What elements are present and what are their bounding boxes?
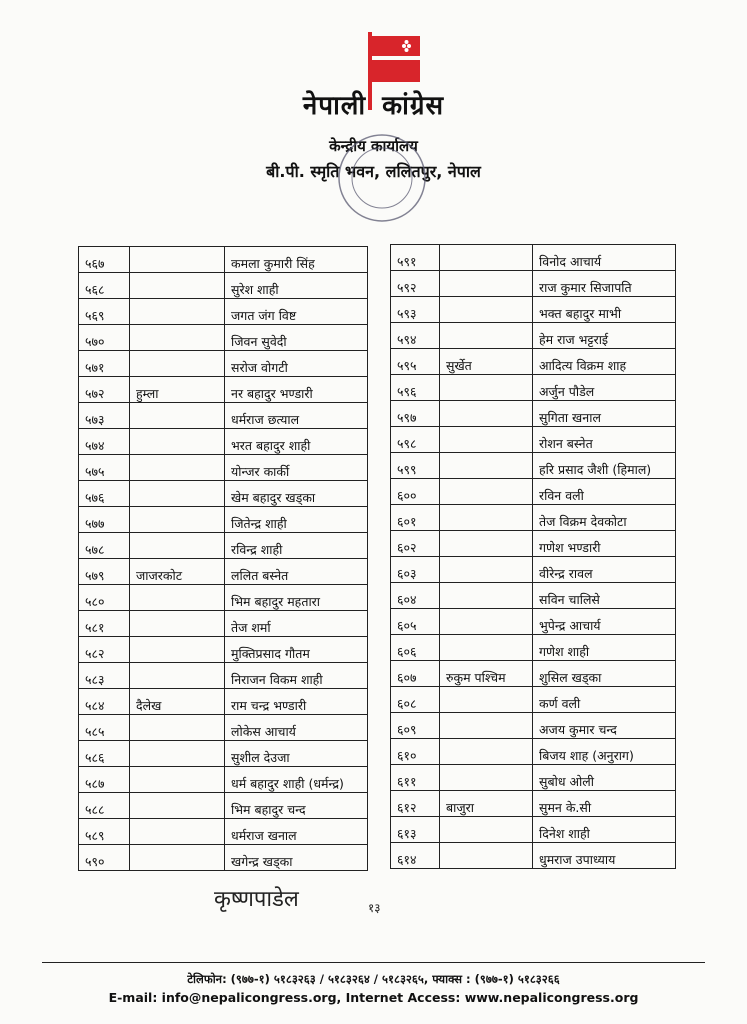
member-name: भरत बहादुर शाही bbox=[225, 429, 368, 455]
member-name: सुमन के.सी bbox=[533, 791, 676, 817]
district-cell bbox=[130, 247, 225, 273]
member-name: धर्मराज छत्याल bbox=[225, 403, 368, 429]
serial-number: ५९४ bbox=[391, 323, 440, 349]
district-cell bbox=[130, 273, 225, 299]
serial-number: ६०७ bbox=[391, 661, 440, 687]
member-name: भुपेन्द्र आचार्य bbox=[533, 609, 676, 635]
member-name: सुरेश शाही bbox=[225, 273, 368, 299]
district-cell bbox=[440, 687, 533, 713]
district-cell bbox=[440, 531, 533, 557]
serial-number: ६१० bbox=[391, 739, 440, 765]
member-name: अर्जुन पौडेल bbox=[533, 375, 676, 401]
member-name: दिनेश शाही bbox=[533, 817, 676, 843]
table-row bbox=[391, 453, 676, 479]
footer-divider bbox=[42, 962, 705, 963]
district-cell bbox=[440, 453, 533, 479]
table-row bbox=[391, 505, 676, 531]
table-row bbox=[391, 245, 676, 271]
table-row bbox=[391, 479, 676, 505]
serial-number: ६०२ bbox=[391, 531, 440, 557]
serial-number: ५८८ bbox=[79, 793, 130, 819]
district-cell bbox=[440, 635, 533, 661]
member-name: भक्त बहादुर माभी bbox=[533, 297, 676, 323]
district-cell bbox=[130, 325, 225, 351]
serial-number: ६०८ bbox=[391, 687, 440, 713]
table-row bbox=[79, 715, 368, 741]
table-row bbox=[79, 377, 368, 403]
table-row bbox=[391, 375, 676, 401]
district-cell bbox=[440, 609, 533, 635]
table-row bbox=[391, 817, 676, 843]
district-cell bbox=[440, 401, 533, 427]
serial-number: ५९९ bbox=[391, 453, 440, 479]
table-row bbox=[79, 819, 368, 845]
roster-table-right bbox=[390, 244, 676, 869]
table-row bbox=[79, 299, 368, 325]
serial-number: ५८७ bbox=[79, 767, 130, 793]
party-name: नेपाली कांग्रेस bbox=[302, 91, 445, 121]
serial-number: ५८५ bbox=[79, 715, 130, 741]
serial-number: ५८१ bbox=[79, 611, 130, 637]
district-cell bbox=[130, 637, 225, 663]
serial-number: ५६८ bbox=[79, 273, 130, 299]
member-name: जगत जंग विष्ट bbox=[225, 299, 368, 325]
member-name: लोकेस आचार्य bbox=[225, 715, 368, 741]
district-cell bbox=[130, 585, 225, 611]
district-cell bbox=[440, 245, 533, 271]
member-name: तेज विक्रम देवकोटा bbox=[533, 505, 676, 531]
district-cell bbox=[440, 739, 533, 765]
district-cell: हुम्ला bbox=[130, 377, 225, 403]
table-row bbox=[391, 531, 676, 557]
table-row bbox=[391, 401, 676, 427]
member-name: राम चन्द्र भण्डारी bbox=[225, 689, 368, 715]
serial-number: ५८० bbox=[79, 585, 130, 611]
table-row bbox=[79, 507, 368, 533]
member-name: रविन्द्र शाही bbox=[225, 533, 368, 559]
serial-number: ६११ bbox=[391, 765, 440, 791]
district-cell bbox=[130, 351, 225, 377]
member-name: मुक्तिप्रसाद गौतम bbox=[225, 637, 368, 663]
office-address: बी.पी. स्मृति भवन, ललितपुर, नेपाल bbox=[266, 162, 481, 181]
district-cell: रुकुम पश्चिम bbox=[440, 661, 533, 687]
table-row bbox=[391, 557, 676, 583]
serial-number: ६०९ bbox=[391, 713, 440, 739]
district-cell: जाजरकोट bbox=[130, 559, 225, 585]
table-row bbox=[79, 247, 368, 273]
member-name: धर्मराज खनाल bbox=[225, 819, 368, 845]
district-cell bbox=[130, 611, 225, 637]
table-row bbox=[79, 481, 368, 507]
district-cell bbox=[440, 297, 533, 323]
table-row bbox=[391, 713, 676, 739]
member-name: शुसिल खड्का bbox=[533, 661, 676, 687]
district-cell: दैलेख bbox=[130, 689, 225, 715]
table-row bbox=[79, 611, 368, 637]
serial-number: ६१४ bbox=[391, 843, 440, 869]
table-row bbox=[391, 271, 676, 297]
district-cell bbox=[130, 845, 225, 871]
district-cell bbox=[440, 427, 533, 453]
member-name: जितेन्द्र शाही bbox=[225, 507, 368, 533]
member-name: सुशील देउजा bbox=[225, 741, 368, 767]
table-row bbox=[79, 741, 368, 767]
table-row bbox=[391, 661, 676, 687]
district-cell bbox=[440, 765, 533, 791]
table-row bbox=[391, 583, 676, 609]
serial-number: ५७६ bbox=[79, 481, 130, 507]
member-name: वीरेन्द्र रावल bbox=[533, 557, 676, 583]
member-name: योन्जर कार्की bbox=[225, 455, 368, 481]
table-row bbox=[391, 791, 676, 817]
serial-number: ६०६ bbox=[391, 635, 440, 661]
district-cell bbox=[130, 455, 225, 481]
district-cell bbox=[440, 375, 533, 401]
member-name: गणेश भण्डारी bbox=[533, 531, 676, 557]
district-cell bbox=[440, 713, 533, 739]
district-cell bbox=[440, 843, 533, 869]
table-row bbox=[391, 349, 676, 375]
member-name: सरोज वोगटी bbox=[225, 351, 368, 377]
district-cell bbox=[130, 429, 225, 455]
district-cell bbox=[130, 299, 225, 325]
serial-number: ५७१ bbox=[79, 351, 130, 377]
footer-contact-web: E-mail: info@nepalicongress.org, Internet Access: www.nepalicongress.org bbox=[108, 990, 639, 1005]
district-cell bbox=[130, 507, 225, 533]
table-row bbox=[79, 429, 368, 455]
district-cell bbox=[440, 583, 533, 609]
district-cell bbox=[130, 793, 225, 819]
office-name: केन्द्रीय कार्यालय bbox=[329, 137, 418, 155]
district-cell bbox=[440, 323, 533, 349]
member-name: नर बहादुर भण्डारी bbox=[225, 377, 368, 403]
serial-number: ५९० bbox=[79, 845, 130, 871]
page-number: १३ bbox=[368, 901, 381, 915]
table-row bbox=[79, 273, 368, 299]
district-cell bbox=[130, 403, 225, 429]
serial-number: ५८९ bbox=[79, 819, 130, 845]
member-name: अजय कुमार चन्द bbox=[533, 713, 676, 739]
serial-number: ५६९ bbox=[79, 299, 130, 325]
serial-number: ६०४ bbox=[391, 583, 440, 609]
member-name: खगेन्द्र खड्का bbox=[225, 845, 368, 871]
table-row bbox=[79, 351, 368, 377]
member-name: हेम राज भट्टराई bbox=[533, 323, 676, 349]
serial-number: ५७३ bbox=[79, 403, 130, 429]
serial-number: ५८४ bbox=[79, 689, 130, 715]
member-name: तेज शर्मा bbox=[225, 611, 368, 637]
table-row bbox=[79, 455, 368, 481]
serial-number: ५९६ bbox=[391, 375, 440, 401]
svg-text:कृष्णपाडेल: कृष्णपाडेल bbox=[214, 887, 299, 912]
serial-number: ५७४ bbox=[79, 429, 130, 455]
table-row bbox=[391, 427, 676, 453]
district-cell bbox=[440, 505, 533, 531]
serial-number: ५९३ bbox=[391, 297, 440, 323]
serial-number: ५९२ bbox=[391, 271, 440, 297]
serial-number: ६०३ bbox=[391, 557, 440, 583]
serial-number: ६१३ bbox=[391, 817, 440, 843]
member-name: आदित्य विक्रम शाह bbox=[533, 349, 676, 375]
member-name: धुमराज उपाध्याय bbox=[533, 843, 676, 869]
serial-number: ६०१ bbox=[391, 505, 440, 531]
table-row bbox=[79, 559, 368, 585]
serial-number: ५७२ bbox=[79, 377, 130, 403]
serial-number: ५७७ bbox=[79, 507, 130, 533]
table-row bbox=[79, 845, 368, 871]
serial-number: ५९१ bbox=[391, 245, 440, 271]
roster-table-left bbox=[78, 246, 368, 871]
footer-contact-phone: टेलिफोन: (९७७-१) ५१८३२६३ / ५१८३२६४ / ५१८३२६५, फ्याक्स : (९७७-१) ५१८३२६६ bbox=[187, 972, 560, 986]
table-row bbox=[79, 689, 368, 715]
serial-number: ५८३ bbox=[79, 663, 130, 689]
table-row bbox=[391, 609, 676, 635]
district-cell bbox=[440, 817, 533, 843]
district-cell bbox=[130, 819, 225, 845]
table-row bbox=[79, 585, 368, 611]
district-cell bbox=[440, 479, 533, 505]
member-name: हरि प्रसाद जैशी (हिमाल) bbox=[533, 453, 676, 479]
table-row bbox=[391, 843, 676, 869]
serial-number: ६०० bbox=[391, 479, 440, 505]
handwritten-signature bbox=[210, 882, 390, 922]
member-name: कर्ण वली bbox=[533, 687, 676, 713]
serial-number: ६१२ bbox=[391, 791, 440, 817]
district-cell: बाजुरा bbox=[440, 791, 533, 817]
member-name: निराजन विकम शाही bbox=[225, 663, 368, 689]
table-row bbox=[79, 325, 368, 351]
member-name: धर्म बहादुर शाही (धर्मन्द्र) bbox=[225, 767, 368, 793]
table-row bbox=[391, 323, 676, 349]
serial-number: ५९७ bbox=[391, 401, 440, 427]
member-name: सविन चालिसे bbox=[533, 583, 676, 609]
district-cell bbox=[130, 533, 225, 559]
serial-number: ५८२ bbox=[79, 637, 130, 663]
member-name: भिम बहादुर महतारा bbox=[225, 585, 368, 611]
table-row bbox=[391, 739, 676, 765]
serial-number: ५७९ bbox=[79, 559, 130, 585]
table-row bbox=[79, 637, 368, 663]
member-name: राज कुमार सिजापति bbox=[533, 271, 676, 297]
serial-number: ५९८ bbox=[391, 427, 440, 453]
member-name: सुगिता खनाल bbox=[533, 401, 676, 427]
district-cell bbox=[440, 271, 533, 297]
district-cell: सुर्खेत bbox=[440, 349, 533, 375]
member-name: रोशन बस्नेत bbox=[533, 427, 676, 453]
table-row bbox=[391, 765, 676, 791]
serial-number: ५९५ bbox=[391, 349, 440, 375]
table-row bbox=[391, 687, 676, 713]
district-cell bbox=[440, 557, 533, 583]
table-row bbox=[79, 663, 368, 689]
table-row bbox=[79, 403, 368, 429]
district-cell bbox=[130, 767, 225, 793]
member-name: सुबोध ओली bbox=[533, 765, 676, 791]
member-name: विनोद आचार्य bbox=[533, 245, 676, 271]
district-cell bbox=[130, 481, 225, 507]
member-name: जिवन सुवेदी bbox=[225, 325, 368, 351]
serial-number: ६०५ bbox=[391, 609, 440, 635]
district-cell bbox=[130, 715, 225, 741]
serial-number: ५७५ bbox=[79, 455, 130, 481]
member-name: ललित बस्नेत bbox=[225, 559, 368, 585]
serial-number: ५७० bbox=[79, 325, 130, 351]
serial-number: ५७८ bbox=[79, 533, 130, 559]
district-cell bbox=[130, 663, 225, 689]
member-name: खेम बहादुर खड्का bbox=[225, 481, 368, 507]
table-row bbox=[79, 793, 368, 819]
table-row bbox=[79, 767, 368, 793]
member-name: भिम बहादुर चन्द bbox=[225, 793, 368, 819]
serial-number: ५६७ bbox=[79, 247, 130, 273]
table-row bbox=[391, 635, 676, 661]
serial-number: ५८६ bbox=[79, 741, 130, 767]
member-name: गणेश शाही bbox=[533, 635, 676, 661]
office-seal-stamp bbox=[336, 132, 428, 224]
district-cell bbox=[130, 741, 225, 767]
table-row bbox=[391, 297, 676, 323]
member-name: रविन वली bbox=[533, 479, 676, 505]
member-name: बिजय शाह (अनुराग) bbox=[533, 739, 676, 765]
member-name: कमला कुमारी सिंह bbox=[225, 247, 368, 273]
table-row bbox=[79, 533, 368, 559]
